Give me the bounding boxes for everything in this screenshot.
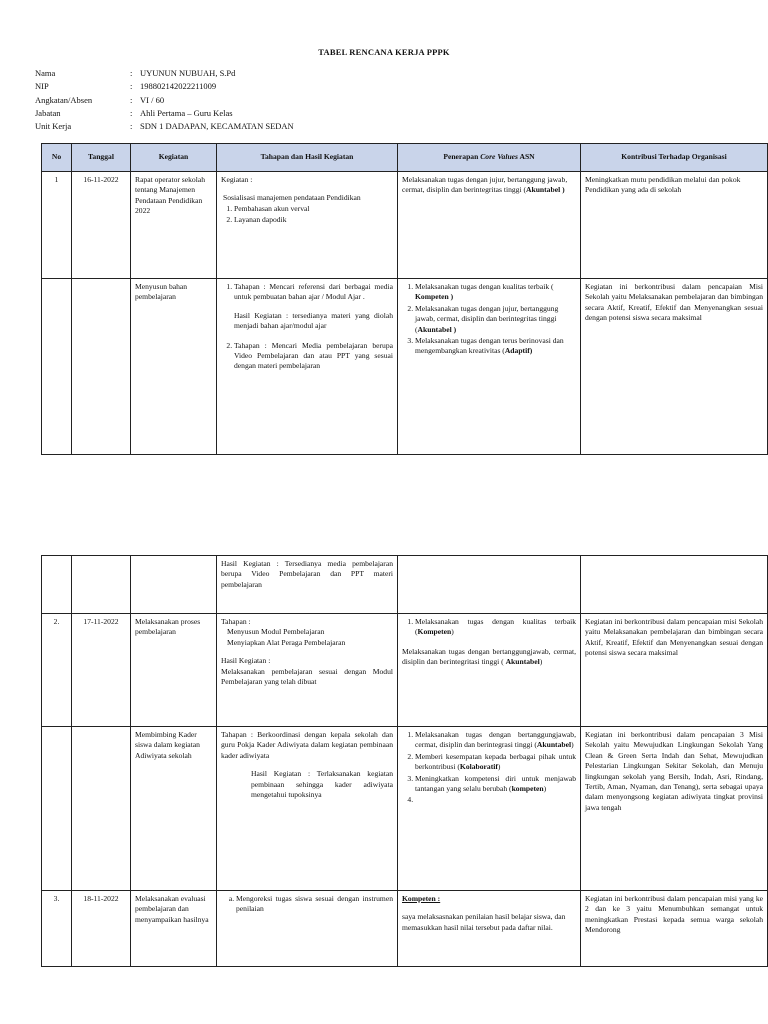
cell-tahapan [217, 172, 398, 279]
cell-date [72, 556, 131, 614]
work-plan-table-page-2 [41, 555, 768, 967]
work-plan-table-page-1 [41, 143, 768, 455]
info-row-unit-kerja [35, 120, 294, 133]
cell-tahapan [217, 614, 398, 727]
cell-penerapan [398, 614, 581, 727]
info-colon: : [130, 94, 133, 105]
info-colon: : [130, 121, 133, 132]
info-value: 198802142022211009 [140, 81, 217, 92]
list-item: 3. Melaksanakan tugas dengan terus berinovasi dan mengembangkan kreativitas (Adaptif) [415, 336, 576, 357]
tahapan-label: Kegiatan : [221, 175, 253, 184]
info-value: SDN 1 DADAPAN, KECAMATAN SEDAN [140, 121, 294, 132]
cell-tahapan [217, 279, 398, 455]
tahapan-line: Menyiapkan Alat Peraga Pembelajaran [227, 637, 346, 647]
cell-tahapan [217, 727, 398, 891]
cell-kegiatan: Menyusun bahan pembelajaran [131, 279, 217, 455]
list-item: 1. Tahapan : Mencari referensi dari berbagai media untuk pembuatan bahan ajar / Modul Ajar . Hasil Kegiatan : tersedianya materi yang diolah menjadi bahan ajar/modul ajar [234, 282, 393, 340]
cell-kontribusi: Kegiatan ini berkontribusi dalam pencapaian misi Sekolah yaitu Melaksanakan pembelajaran dan bimbingan secara Aktif, Kreatif, Efektif dan Menyenangkan sesuai dengan potensi siswa secara maksimal [581, 614, 768, 727]
header-kontribusi: Kontribusi Terhadap Organisasi [581, 144, 768, 172]
info-value: Ahli Pertama – Guru Kelas [140, 107, 233, 118]
cell-no: 1 [42, 172, 72, 279]
list-item: 3. Meningkatkan kompetensi diri untuk menjawab tantangan yang selalu berubah (kompeten) [415, 774, 576, 795]
penerapan-heading: Kompeten : [402, 894, 441, 903]
tahapan-line: Menyusun Modul Pembelajaran [227, 627, 325, 637]
cell-date [72, 279, 131, 455]
info-row-nip [35, 80, 294, 93]
list-item: 1. Melaksanakan tugas dengan kualitas terbaik (Kompeten) [415, 617, 576, 638]
cell-kegiatan: Membimbing Kader siswa dalam kegiatan Adiwiyata sekolah [131, 727, 217, 891]
cell-kegiatan [131, 556, 217, 614]
list-item: 2. Tahapan : Mencari Media pembelajaran berupa Video Pembelajaran dan atau PPT yang sesuai dengan materi pembelajaran [234, 341, 393, 372]
list-item: 1. Melaksanakan tugas dengan bertanggungjawab, cermat, disiplin dan berintegrasi tinggi (Akuntabel) [415, 730, 576, 751]
table-row [42, 556, 768, 614]
cell-date: 18-11-2022 [72, 891, 131, 967]
info-label: Angkatan/Absen [35, 94, 93, 105]
cell-tahapan: Hasil Kegiatan : Tersedianya media pembelajaran berupa Video Pembelajaran dan PPT materi pembelajaran [217, 556, 398, 614]
hasil-kegiatan: Melaksanakan pembelajaran sesuai dengan Modul Pembelajaran yang telah dibuat [221, 666, 393, 687]
cell-no [42, 556, 72, 614]
cell-kegiatan: Melaksanakan proses pembelajaran [131, 614, 217, 727]
info-value: VI / 60 [140, 94, 165, 105]
cell-penerapan [398, 727, 581, 891]
info-row-angkatan [35, 94, 294, 107]
list-item: a. Mengoreksi tugas siswa sesuai dengan instrumen penilaian [236, 894, 393, 915]
cell-kontribusi: Meningkatkan mutu pendidikan melalui dan pokok Pendidikan yang ada di sekolah [581, 172, 768, 279]
cell-kegiatan: Rapat operator sekolah tentang Manajemen Pendataan Pendidikan 2022 [131, 172, 217, 279]
list-item-empty [415, 795, 576, 805]
cell-kontribusi: Kegiatan ini berkontribusi dalam pencapaian 3 Misi Sekolah yaitu Mewujudkan Lingkungan Sekolah Yang Clean & Green Serta Indah dan Sehat, Mewujudkan Pelestarian Lingkungan Sekitar Sekolah, dan Menuju lingkungan sekolah yang Bersih, Indah, Asri, Rindang, Tertib, Aman, Nyaman, dan Tenang), serta sebagai upaya dalam menyongsong kegiatan adiwiyata tingkat provinsi jawa tengah [581, 727, 768, 891]
cell-date: 17-11-2022 [72, 614, 131, 727]
info-value: UYUNUN NUBUAH, S.Pd [140, 68, 236, 78]
penerapan-text: Melaksanakan tugas dengan bertanggungjawab, cermat, disiplin dan berintegritasi tinggi ( Akuntabel) [402, 646, 576, 667]
cell-date [72, 727, 131, 891]
info-colon: : [130, 68, 133, 78]
tahapan-text: Tahapan : Berkoordinasi dengan kepala sekolah dan guru Pokja Kader Adiwiyata dalam kegiatan pembinaan kader adiwiyata [221, 730, 393, 760]
cell-penerapan [398, 279, 581, 455]
list-item: 2. Memberi kesempatan kepada berbagai pihak untuk berkontribusi (Kolaboratif) [415, 752, 576, 773]
info-label: Unit Kerja [35, 121, 72, 132]
penerapan-text: saya melaksasnakan penilaian hasil belajar siswa, dan memasukkan hasil nilai tersebut pada daftar nilai. [402, 912, 566, 932]
list-item: 1. Pembahasan akun verval [234, 204, 393, 214]
table-row [42, 172, 768, 279]
cell-kontribusi: Kegiatan ini berkontribusi dalam pencapaian misi yang ke 2 dan ke 3 yaitu Menumbuhkan semangat untuk meningkatkan Prestasi kepada semua warga sekolah Mendorong [581, 891, 768, 967]
header-no: No [42, 144, 72, 172]
tahapan-intro: Sosialisasi manajemen pendataan Pendidikan [223, 193, 361, 203]
info-label: NIP [35, 81, 49, 92]
hasil-kegiatan: Hasil Kegiatan : tersedianya materi yang diolah menjadi bahan ajar/modul ajar [234, 310, 393, 331]
info-colon: : [130, 81, 133, 92]
info-row-nama [35, 67, 294, 80]
cell-penerapan: Melaksanakan tugas dengan jujur, bertanggung jawab, cermat, disiplin dan berintegritas tinggi (Akuntabel ) [398, 172, 581, 279]
header-kegiatan: Kegiatan [131, 144, 217, 172]
cell-kegiatan: Melaksanakan evaluasi pembelajaran dan menyampaikan hasilnya [131, 891, 217, 967]
table-row [42, 279, 768, 455]
cell-date: 16-11-2022 [72, 172, 131, 279]
table-row [42, 727, 768, 891]
cell-penerapan [398, 891, 581, 967]
header-tanggal: Tanggal [72, 144, 131, 172]
table-row [42, 891, 768, 967]
table-header-row [42, 144, 768, 172]
cell-no [42, 727, 72, 891]
hasil-label: Hasil Kegiatan : [221, 656, 271, 666]
header-penerapan: Penerapan Core Values ASN [398, 144, 581, 172]
cell-tahapan [217, 891, 398, 967]
info-colon: : [130, 107, 133, 118]
table-row [42, 614, 768, 727]
identity-block [35, 67, 294, 133]
tahapan-label: Tahapan : [221, 617, 251, 626]
cell-no: 2. [42, 614, 72, 727]
info-row-jabatan [35, 107, 294, 120]
cell-penerapan [398, 556, 581, 614]
list-item: 1. Melaksanakan tugas dengan kualitas terbaik ( Kompeten ) [415, 282, 576, 303]
cell-no [42, 279, 72, 455]
info-label: Jabatan [35, 107, 61, 118]
cell-no: 3. [42, 891, 72, 967]
document-title: TABEL RENCANA KERJA PPPK [318, 47, 450, 57]
cell-kontribusi [581, 556, 768, 614]
header-tahapan: Tahapan dan Hasil Kegiatan [217, 144, 398, 172]
info-label: Nama [35, 68, 56, 78]
list-item: 2. Melaksanakan tugas dengan jujur, bertanggung jawab, cermat, disiplin dan berintegritas tinggi (Akuntabel ) [415, 304, 576, 335]
list-item: 2. Layanan dapodik [234, 215, 393, 225]
hasil-kegiatan: Hasil Kegiatan : Terlaksanakan kegiatan pembinaan sehingga kader adiwiyata mengetahui tupoksinya [251, 769, 393, 800]
cell-kontribusi: Kegiatan ini berkontribusi dalam pencapaian Misi Sekolah yaitu Melaksanakan pembelajaran dan bimbingan secara Aktif, Kreatif, Efektif dan Menyenangkan sesuai dengan potensi siswa secara maksimal [581, 279, 768, 455]
